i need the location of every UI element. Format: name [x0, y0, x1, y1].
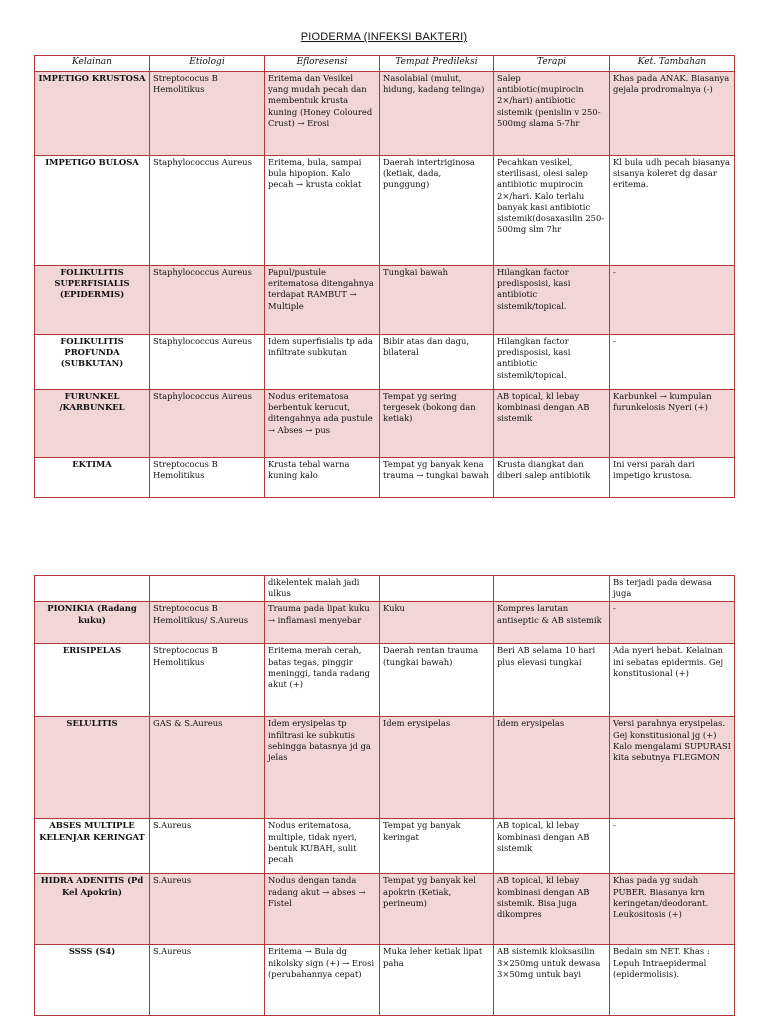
- cell-tempat-predileksi: Tungkai bawah: [380, 266, 494, 335]
- header-tempat-predileksi: Tempat Predileksi: [380, 56, 494, 72]
- cell-efloresensi: dikelentek malah jadi ulkus: [265, 576, 380, 602]
- cell-tempat-predileksi: Daerah intertriginosa (ketiak, dada, punggung): [380, 156, 494, 266]
- cell-ket-tambahan: -: [610, 266, 735, 335]
- cell-terapi: Pecahkan vesikel, sterilisasi, olesi salep antibiotic mupirocin 2×/hari. Kalo terlalu banyak kasi antibiotic sistemik(dosaxasilin 250-500mg slm 7hr: [494, 156, 610, 266]
- cell-etiologi: Staphylococcus Aureus: [150, 156, 265, 266]
- table-row: [35, 874, 735, 945]
- cell-terapi: [494, 576, 610, 602]
- cell-terapi: AB topical, kl lebay kombinasi dengan AB sistemik: [494, 390, 610, 458]
- cell-kelainan: IMPETIGO BULOSA: [35, 156, 150, 266]
- cell-kelainan: FURUNKEL /KARBUNKEL: [35, 390, 150, 458]
- cell-tempat-predileksi: Tempat yg banyak keringat: [380, 819, 494, 874]
- table-header-row: [35, 56, 735, 72]
- cell-kelainan: FOLIKULITIS PROFUNDA (SUBKUTAN): [35, 335, 150, 390]
- cell-etiologi: Streptococus B Hemolitikus/ S.Aureus: [150, 602, 265, 644]
- cell-etiologi: Streptococus B Hemolitikus: [150, 72, 265, 156]
- cell-tempat-predileksi: [380, 576, 494, 602]
- cell-efloresensi: Idem superfisialis tp ada infiltrate subkutan: [265, 335, 380, 390]
- cell-ket-tambahan: Khas pada yg sudah PUBER. Biasanya krn keringetan/deodorant. Leukositosis (+): [610, 874, 735, 945]
- cell-tempat-predileksi: Tempat yg sering tergesek (bokong dan ketiak): [380, 390, 494, 458]
- header-kelainan: Kelainan: [35, 56, 150, 72]
- cell-etiologi: GAS & S.Aureus: [150, 717, 265, 819]
- cell-etiologi: S.Aureus: [150, 819, 265, 874]
- header-terapi: Terapi: [494, 56, 610, 72]
- cell-efloresensi: Nodus eritematosa, multiple, tidak nyeri, bentuk KUBAH, sulit pecah: [265, 819, 380, 874]
- cell-terapi: Beri AB selama 10 hari plus elevasi tungkai: [494, 644, 610, 717]
- cell-ket-tambahan: Karbunkel → kumpulan furunkelosis Nyeri (+): [610, 390, 735, 458]
- table-row: [35, 717, 735, 819]
- cell-efloresensi: Eritema merah cerah, batas tegas, pinggir meninggi, tanda radang akut (+): [265, 644, 380, 717]
- cell-kelainan: HIDRA ADENITIS (Pd Kel Apokrin): [35, 874, 150, 945]
- cell-ket-tambahan: -: [610, 335, 735, 390]
- cell-kelainan: ABSES MULTIPLE KELENJAR KERINGAT: [35, 819, 150, 874]
- cell-terapi: Hilangkan factor predisposisi, kasi antibiotic sistemik/topical.: [494, 266, 610, 335]
- cell-efloresensi: Idem erysipelas tp infiltrasi ke subkutis sehingga batasnya jd ga jelas: [265, 717, 380, 819]
- cell-ket-tambahan: -: [610, 602, 735, 644]
- cell-terapi: Krusta diangkat dan diberi salep antibiotik: [494, 458, 610, 498]
- cell-tempat-predileksi: Tempat yg banyak kena trauma → tungkai bawah: [380, 458, 494, 498]
- cell-etiologi: Staphylococcus Aureus: [150, 266, 265, 335]
- cell-tempat-predileksi: Daerah rentan trauma (tungkai bawah): [380, 644, 494, 717]
- cell-terapi: AB topical, kl lebay kombinasi dengan AB sistemik. Bisa juga dikompres: [494, 874, 610, 945]
- cell-terapi: Hilangkan factor predisposisi, kasi antibiotic sistemik/topical.: [494, 335, 610, 390]
- cell-etiologi: S.Aureus: [150, 945, 265, 1016]
- cell-terapi: AB sistemik kloksasilin 3×250mg untuk dewasa 3×50mg untuk bayi: [494, 945, 610, 1016]
- pioderma-table-part1: [34, 55, 735, 498]
- cell-tempat-predileksi: Nasolabial (mulut, hidung, kadang telinga): [380, 72, 494, 156]
- table-row: [35, 266, 735, 335]
- cell-tempat-predileksi: Muka leher ketiak lipat paha: [380, 945, 494, 1016]
- cell-ket-tambahan: Bs terjadi pada dewasa juga: [610, 576, 735, 602]
- cell-tempat-predileksi: Tempat yg banyak kel apokrin (Ketiak, perineum): [380, 874, 494, 945]
- cell-efloresensi: Trauma pada lipat kuku → inflamasi menyebar: [265, 602, 380, 644]
- table-row: [35, 156, 735, 266]
- header-etiologi: Etiologi: [150, 56, 265, 72]
- cell-ket-tambahan: Khas pada ANAK. Biasanya gejala prodromalnya (-): [610, 72, 735, 156]
- cell-kelainan: SELULITIS: [35, 717, 150, 819]
- cell-efloresensi: Eritema dan Vesikel yang mudah pecah dan membentuk krusta kuning (Honey Coloured Crust) → Erosi: [265, 72, 380, 156]
- cell-tempat-predileksi: Kuku: [380, 602, 494, 644]
- cell-kelainan: [35, 576, 150, 602]
- cell-kelainan: PIONIKIA (Radang kuku): [35, 602, 150, 644]
- cell-terapi: Salep antibiotic(mupirocin 2×/hari) antibiotic sistemik (penislin v 250-500mg slama 5-7hr: [494, 72, 610, 156]
- cell-efloresensi: Eritema, bula, sampai bula hipopion. Kalo pecah → krusta coklat: [265, 156, 380, 266]
- cell-tempat-predileksi: Bibir atas dan dagu, bilateral: [380, 335, 494, 390]
- cell-efloresensi: Krusta tebal warna kuning kalo: [265, 458, 380, 498]
- table-row: [35, 945, 735, 1016]
- cell-efloresensi: Eritema → Bula dg nikolsky sign (+) → Erosi (perubahannya cepat): [265, 945, 380, 1016]
- cell-ket-tambahan: Versi parahnya erysipelas. Gej konstitusional jg (+) Kalo mengalami SUPURASI kita sebutnya FLEGMON: [610, 717, 735, 819]
- cell-kelainan: FOLIKULITIS SUPERFISIALIS (EPIDERMIS): [35, 266, 150, 335]
- header-efloresensi: Efloresensi: [265, 56, 380, 72]
- table-row: [35, 644, 735, 717]
- cell-tempat-predileksi: Idem erysipelas: [380, 717, 494, 819]
- cell-ket-tambahan: Kl bula udh pecah biasanya sisanya koleret dg dasar eritema.: [610, 156, 735, 266]
- header-ket-tambahan: Ket. Tambahan: [610, 56, 735, 72]
- table-row: [35, 576, 735, 602]
- cell-kelainan: ERISIPELAS: [35, 644, 150, 717]
- table-row: [35, 72, 735, 156]
- cell-etiologi: Streptococus B Hemolitikus: [150, 644, 265, 717]
- document-title: PIODERMA (INFEKSI BAKTERI): [300, 31, 468, 43]
- cell-ket-tambahan: Ada nyeri hebat. Kelainan ini sebatas epidermis. Gej konstitusional (+): [610, 644, 735, 717]
- cell-kelainan: EKTIMA: [35, 458, 150, 498]
- cell-etiologi: Staphylococcus Aureus: [150, 335, 265, 390]
- table-row: [35, 335, 735, 390]
- cell-ket-tambahan: -: [610, 819, 735, 874]
- cell-etiologi: Staphylococcus Aureus: [150, 390, 265, 458]
- cell-kelainan: IMPETIGO KRUSTOSA: [35, 72, 150, 156]
- cell-etiologi: Streptococus B Hemolitikus: [150, 458, 265, 498]
- cell-kelainan: SSSS (S4): [35, 945, 150, 1016]
- cell-efloresensi: Nodus dengan tanda radang akut → abses → Fistel: [265, 874, 380, 945]
- cell-ket-tambahan: Bedain sm NET. Khas : Lepuh Intraepidermal (epidermolisis).: [610, 945, 735, 1016]
- table-row: [35, 458, 735, 498]
- table-row: [35, 390, 735, 458]
- pioderma-table-part2: [34, 575, 735, 1016]
- cell-efloresensi: Nodus eritematosa berbentuk kerucut, ditengahnya ada pustule → Abses → pus: [265, 390, 380, 458]
- cell-ket-tambahan: Ini versi parah dari impetigo krustosa.: [610, 458, 735, 498]
- table-row: [35, 819, 735, 874]
- table-row: [35, 602, 735, 644]
- cell-efloresensi: Papul/pustule eritematosa ditengahnya terdapat RAMBUT → Multiple: [265, 266, 380, 335]
- cell-etiologi: [150, 576, 265, 602]
- cell-terapi: AB topical, kl lebay kombinasi dengan AB sistemik: [494, 819, 610, 874]
- cell-etiologi: S.Aureus: [150, 874, 265, 945]
- cell-terapi: Kompres larutan antiseptic & AB sistemik: [494, 602, 610, 644]
- cell-terapi: Idem erysipelas: [494, 717, 610, 819]
